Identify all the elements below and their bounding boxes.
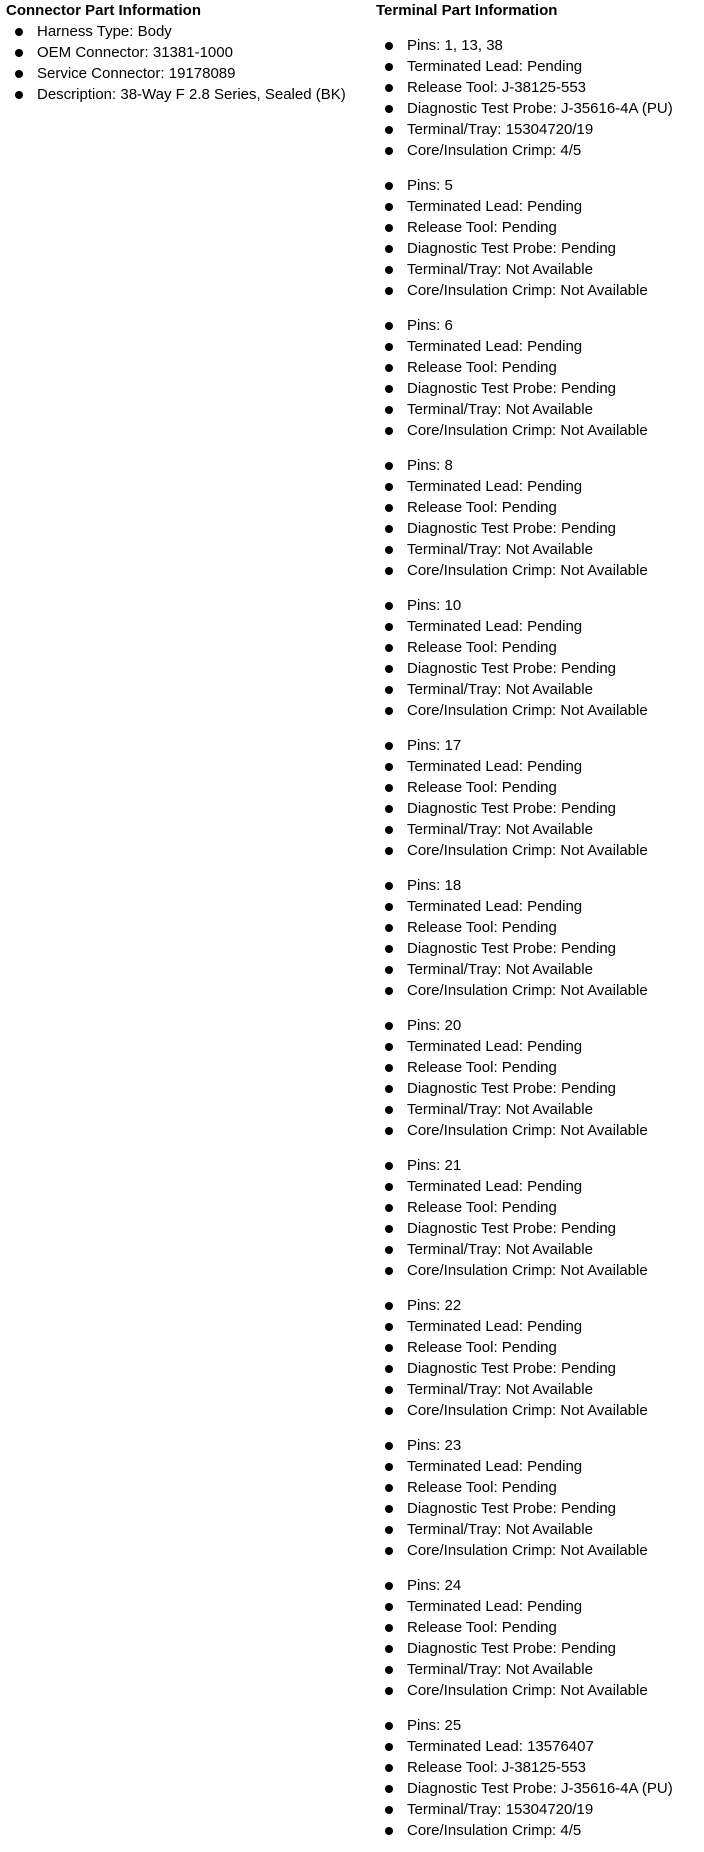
- list-item: Core/Insulation Crimp: Not Available: [376, 840, 696, 861]
- terminal-groups: [376, 35, 696, 1841]
- list-item: Service Connector: 19178089: [6, 63, 376, 84]
- list-item: Terminal/Tray: Not Available: [376, 1239, 696, 1260]
- list-item: Terminated Lead: Pending: [376, 1456, 696, 1477]
- list-item: Diagnostic Test Probe: Pending: [376, 1218, 696, 1239]
- list-item: Release Tool: Pending: [376, 217, 696, 238]
- list-item: Core/Insulation Crimp: Not Available: [376, 980, 696, 1001]
- list-item: Pins: 5: [376, 175, 696, 196]
- list-item: Terminal/Tray: Not Available: [376, 959, 696, 980]
- list-item: Pins: 17: [376, 735, 696, 756]
- list-item: Diagnostic Test Probe: Pending: [376, 1638, 696, 1659]
- terminal-group: [376, 735, 696, 861]
- list-item: Core/Insulation Crimp: Not Available: [376, 1260, 696, 1281]
- list-item: Description: 38-Way F 2.8 Series, Sealed (BK): [6, 84, 376, 105]
- list-item: Release Tool: Pending: [376, 1337, 696, 1358]
- list-item: Release Tool: Pending: [376, 1617, 696, 1638]
- terminal-group: [376, 1715, 696, 1841]
- list-item: Release Tool: Pending: [376, 1057, 696, 1078]
- list-item: Core/Insulation Crimp: Not Available: [376, 1120, 696, 1141]
- list-item: Diagnostic Test Probe: Pending: [376, 518, 696, 539]
- list-item: Terminal/Tray: 15304720/19: [376, 1799, 696, 1820]
- list-item: Terminated Lead: Pending: [376, 1316, 696, 1337]
- list-item: Core/Insulation Crimp: Not Available: [376, 560, 696, 581]
- list-item: Pins: 6: [376, 315, 696, 336]
- list-item: Terminated Lead: Pending: [376, 616, 696, 637]
- list-item: Harness Type: Body: [6, 21, 376, 42]
- list-item: Pins: 22: [376, 1295, 696, 1316]
- list-item: Pins: 23: [376, 1435, 696, 1456]
- list-item: Terminated Lead: Pending: [376, 56, 696, 77]
- list-item: Core/Insulation Crimp: Not Available: [376, 1680, 696, 1701]
- terminal-group: [376, 315, 696, 441]
- list-item: Terminal/Tray: Not Available: [376, 679, 696, 700]
- terminal-heading: Terminal Part Information: [376, 2, 558, 19]
- list-item: Core/Insulation Crimp: Not Available: [376, 700, 696, 721]
- list-item: Terminated Lead: Pending: [376, 476, 696, 497]
- list-item: Diagnostic Test Probe: J-35616-4A (PU): [376, 1778, 696, 1799]
- list-item: Core/Insulation Crimp: Not Available: [376, 1400, 696, 1421]
- connector-section: [6, 0, 376, 105]
- list-item: Core/Insulation Crimp: 4/5: [376, 1820, 696, 1841]
- list-item: Pins: 20: [376, 1015, 696, 1036]
- list-item: Release Tool: Pending: [376, 777, 696, 798]
- list-item: Release Tool: J-38125-553: [376, 77, 696, 98]
- list-item: OEM Connector: 31381-1000: [6, 42, 376, 63]
- list-item: Terminated Lead: 13576407: [376, 1736, 696, 1757]
- list-item: Core/Insulation Crimp: Not Available: [376, 280, 696, 301]
- list-item: Diagnostic Test Probe: Pending: [376, 1078, 696, 1099]
- list-item: Diagnostic Test Probe: Pending: [376, 938, 696, 959]
- connector-list: [6, 21, 376, 105]
- list-item: Diagnostic Test Probe: Pending: [376, 238, 696, 259]
- list-item: Terminal/Tray: Not Available: [376, 399, 696, 420]
- list-item: Release Tool: Pending: [376, 497, 696, 518]
- list-item: Terminal/Tray: Not Available: [376, 539, 696, 560]
- list-item: Release Tool: Pending: [376, 637, 696, 658]
- terminal-group: [376, 1015, 696, 1141]
- list-item: Diagnostic Test Probe: J-35616-4A (PU): [376, 98, 696, 119]
- list-item: Diagnostic Test Probe: Pending: [376, 1498, 696, 1519]
- list-item: Terminated Lead: Pending: [376, 196, 696, 217]
- list-item: Release Tool: Pending: [376, 1477, 696, 1498]
- terminal-group: [376, 175, 696, 301]
- terminal-group: [376, 455, 696, 581]
- terminal-group: [376, 1155, 696, 1281]
- list-item: Terminated Lead: Pending: [376, 756, 696, 777]
- terminal-group: [376, 35, 696, 161]
- list-item: Terminal/Tray: Not Available: [376, 819, 696, 840]
- list-item: Release Tool: Pending: [376, 1197, 696, 1218]
- list-item: Terminated Lead: Pending: [376, 336, 696, 357]
- list-item: Core/Insulation Crimp: Not Available: [376, 420, 696, 441]
- list-item: Pins: 24: [376, 1575, 696, 1596]
- list-item: Core/Insulation Crimp: Not Available: [376, 1540, 696, 1561]
- list-item: Core/Insulation Crimp: 4/5: [376, 140, 696, 161]
- list-item: Pins: 1, 13, 38: [376, 35, 696, 56]
- terminal-group: [376, 875, 696, 1001]
- list-item: Terminal/Tray: Not Available: [376, 1099, 696, 1120]
- list-item: Release Tool: Pending: [376, 357, 696, 378]
- terminal-section: [376, 0, 696, 1841]
- list-item: Terminated Lead: Pending: [376, 896, 696, 917]
- list-item: Pins: 18: [376, 875, 696, 896]
- list-item: Terminated Lead: Pending: [376, 1036, 696, 1057]
- list-item: Terminal/Tray: Not Available: [376, 259, 696, 280]
- list-item: Pins: 10: [376, 595, 696, 616]
- terminal-group: [376, 1295, 696, 1421]
- list-item: Terminal/Tray: Not Available: [376, 1519, 696, 1540]
- list-item: Diagnostic Test Probe: Pending: [376, 378, 696, 399]
- list-item: Release Tool: Pending: [376, 917, 696, 938]
- list-item: Release Tool: J-38125-553: [376, 1757, 696, 1778]
- list-item: Pins: 21: [376, 1155, 696, 1176]
- list-item: Terminated Lead: Pending: [376, 1596, 696, 1617]
- list-item: Terminal/Tray: Not Available: [376, 1659, 696, 1680]
- list-item: Diagnostic Test Probe: Pending: [376, 798, 696, 819]
- list-item: Terminated Lead: Pending: [376, 1176, 696, 1197]
- terminal-group: [376, 595, 696, 721]
- list-item: Pins: 25: [376, 1715, 696, 1736]
- list-item: Pins: 8: [376, 455, 696, 476]
- terminal-group: [376, 1435, 696, 1561]
- connector-heading: Connector Part Information: [6, 2, 202, 19]
- list-item: Diagnostic Test Probe: Pending: [376, 658, 696, 679]
- terminal-group: [376, 1575, 696, 1701]
- list-item: Terminal/Tray: Not Available: [376, 1379, 696, 1400]
- list-item: Diagnostic Test Probe: Pending: [376, 1358, 696, 1379]
- list-item: Terminal/Tray: 15304720/19: [376, 119, 696, 140]
